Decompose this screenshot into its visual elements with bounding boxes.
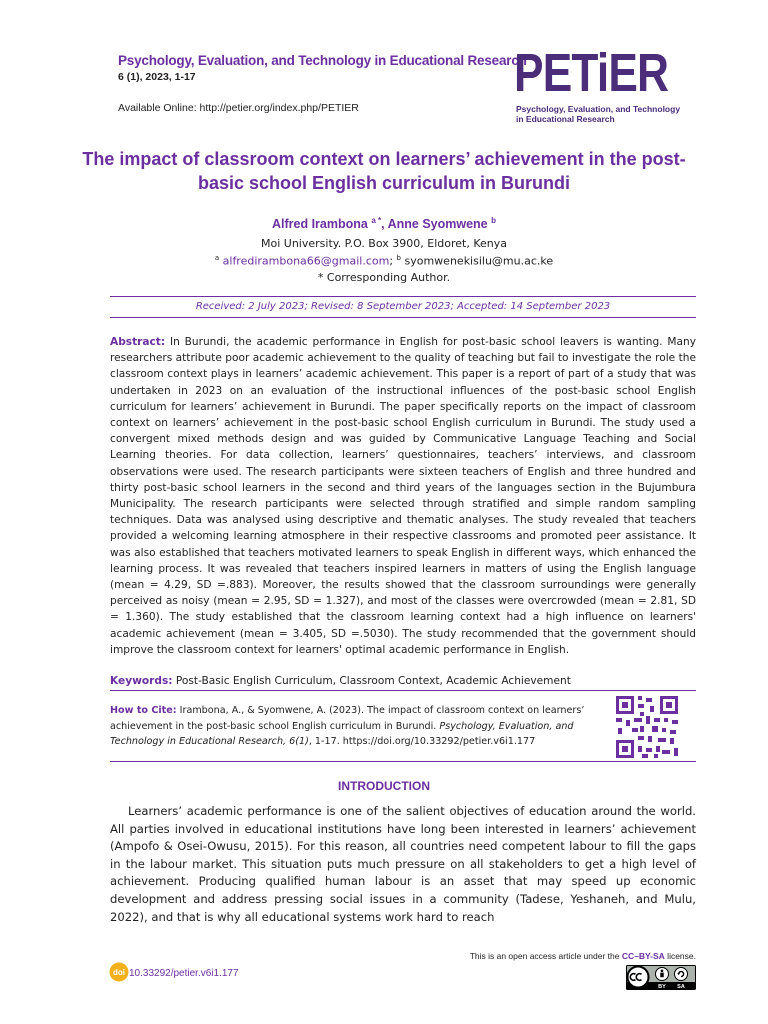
author-separator: , [381, 217, 388, 232]
email-link[interactable]: alfredirambona66@gmail.com [222, 254, 390, 268]
email-mark: a [214, 254, 220, 262]
citation-text [110, 703, 602, 750]
article-dates: Received: 2 July 2023; Revised: 8 September 2023; Accepted: 14 September 2023 [110, 296, 696, 318]
author-emails [0, 254, 768, 268]
citation-box [110, 690, 696, 762]
open-access-notice [460, 951, 696, 961]
logo-subtitle-line: in Educational Research [516, 114, 615, 124]
keywords [110, 673, 696, 689]
license-link[interactable]: CC–BY-SA [621, 951, 665, 961]
author-name: Alfred Irambona [271, 217, 368, 232]
email-text: syomwenekisilu@mu.ac.ke [404, 254, 554, 268]
issue-info: 6 (1), 2023, 1-17 [118, 71, 196, 83]
qr-code-icon[interactable] [614, 694, 680, 760]
authors [0, 216, 768, 231]
logo-wordmark: PETiER [514, 43, 669, 103]
logo-subtitle-line: Psychology, Evaluation, and Technology [516, 104, 681, 114]
doi-icon [109, 962, 129, 982]
citation-label: How to Cite: [110, 705, 177, 716]
cc-by-sa-badge-icon[interactable] [626, 965, 696, 990]
section-heading: INTRODUCTION [338, 779, 430, 793]
intro-paragraph: Learners’ academic performance is one of the salient objectives of education around the world. All parties involved in educational institutions have long been interested in learners’ achievement (Ampofo & Osei-Owusu, 2015). For this reason, all countries need competent labour to fill the gaps in the labour market. This situation puts much pressure on all stakeholders to get a high level of achievement. Producing qualified human labour is an asset that may speed up economic development and address pressing social issues in a community (Tadese, Yeshaneh, and Mulu, 2022), and that is why all educational systems work hard to reach [110, 804, 696, 924]
doi-badge-label: doi [113, 968, 125, 977]
email-separator: ; [389, 254, 397, 268]
oa-end: license. [664, 951, 696, 961]
cc-label: SA [677, 983, 685, 990]
doi-link[interactable]: 10.33292/petier.v6i1.177 [129, 968, 239, 979]
keywords-label: Keywords: [110, 675, 173, 687]
abstract-label: Abstract: [110, 336, 166, 348]
author-affiliation-mark: b [491, 216, 497, 225]
available-online: Available Online: http://petier.org/index.php/PETIER [118, 102, 359, 114]
abstract [110, 334, 696, 658]
citation-journal: Psychology, Evaluation, and Technology in Educational Research, 6(1) [110, 720, 574, 747]
journal-logo [514, 43, 694, 130]
keywords-text: Post-Basic English Curriculum, Classroom Context, Academic Achievement [175, 675, 571, 687]
oa-text: This is an open access article under the [469, 951, 622, 961]
journal-name: Psychology, Evaluation, and Technology in Educational Research [118, 53, 527, 68]
cc-label: BY [658, 983, 666, 990]
article-title: The impact of classroom context on learners’ achievement in the post-basic school English curriculum in Burundi [82, 149, 686, 193]
logo-subtitle [516, 104, 680, 124]
email-mark: b [396, 254, 401, 262]
citation-body: Irambona, A., & Syomwene, A. (2023). The impact of classroom context on learners’ achievement in the post-basic school English curriculum in Burundi. [110, 705, 585, 732]
corresponding-author: * Corresponding Author. [317, 271, 451, 284]
affiliation: Moi University. P.O. Box 3900, Eldoret, Kenya [261, 237, 507, 250]
abstract-text: In Burundi, the academic performance in English for post-basic school leavers is wanting. Many researchers attribute poor academic achievement to the quality of teaching but fail to investigate the role the classroom context plays in learners’ academic achievement. This paper is a report of part of a study that was undertaken in 2023 on an evaluation of the instructional influences of the post-basic school English curriculum for learners’ achievement in Burundi. The paper specifically reports on the impact of classroom context on learners’ achievement in the post-basic school English curriculum in Burundi. The study used a convergent mixed methods design and was guided by Communicative Language Teaching and Social Learning theories. For data collection, learners’ questionnaires, teachers’ interviews, and classroom observations were used. The research participants were sixteen teachers of English and three hundred and thirty post-basic school learners in the second and third years of the languages section in the Bujumbura Municipality. The research participants were selected through stratified and simple random sampling techniques. Data was analysed using descriptive and thematic analyses. The study revealed that teachers provided a welcoming learning atmosphere in their respective classrooms and promoted peer assistance. It was also established that teachers motivated learners to speak English in different ways, which enhanced the learning process. It was revealed that teachers inspired learners in matters of using the English language (mean = 4.29, SD =.883). Moreover, the results showed that the classroom surroundings were generally perceived as noisy (mean = 2.95, SD = 1.327), and most of the classes were overcrowded (mean = 2.81, SD = 1.360). The study established that the classroom learning context had a high influence on learners' academic achievement (mean = 3.405, SD =.5030). The study recommended that the government should improve the classroom context for learners' optimal academic performance in English. [110, 336, 696, 656]
citation-end: , 1-17. https://doi.org/10.33292/petier.v6i1.177 [308, 736, 536, 747]
author-name: Anne Syomwene [387, 217, 488, 232]
author-affiliation-mark: a * [371, 216, 382, 225]
